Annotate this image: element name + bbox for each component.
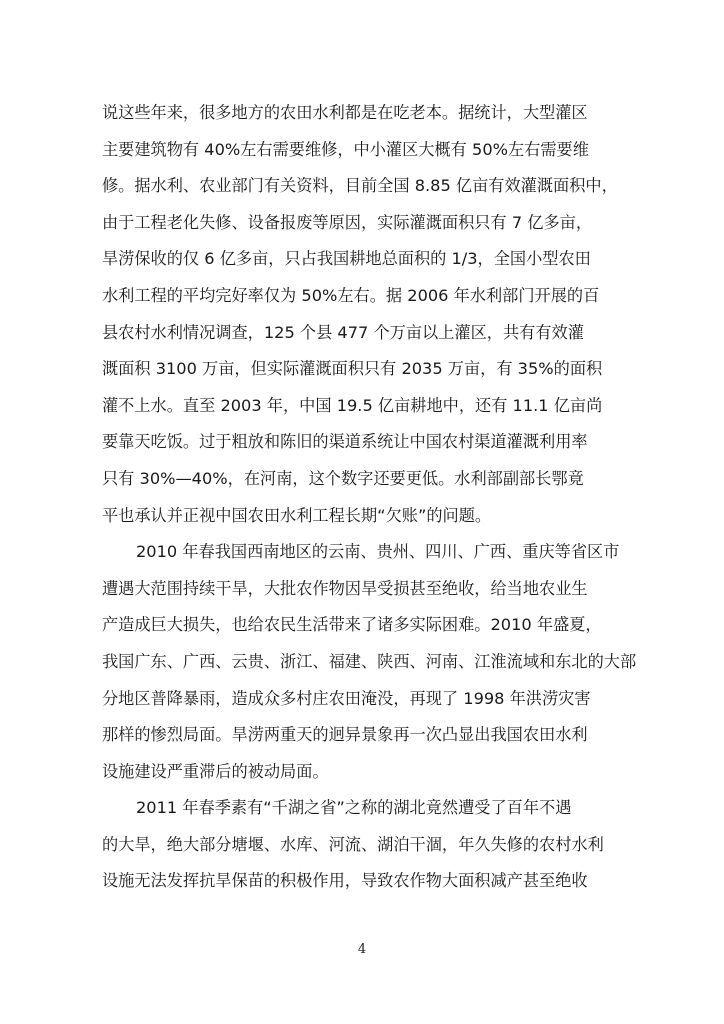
text-line: 修。据水利、农业部门有关资料，目前全国 8.85 亿亩有效灌溉面积中， (102, 176, 618, 196)
text-line: 只有 30%—40%，在河南，这个数字还要更低。水利部副部长鄂竟 (102, 468, 584, 488)
paragraph-first-line: 2010 年春我国西南地区的云南、贵州、四川、广西、重庆等省区市 (136, 542, 620, 562)
text-line: 说这些年来，很多地方的农田水利都是在吃老本。据统计，大型灌区 (102, 103, 588, 122)
text-line: 溉面积 3100 万亩，但实际灌溉面积只有 2035 万亩，有 35%的面积 (102, 359, 603, 379)
text-line: 设施无法发挥抗旱保苗的积极作用，导致农作物大面积减产甚至绝收 (102, 871, 588, 891)
text-line: 旱涝保收的仅 6 亿多亩，只占我国耕地总面积的 1/3，全国小型农田 (102, 249, 591, 269)
text-line: 由于工程老化失修、设备报废等原因，实际灌溉面积只有 7 亿多亩， (102, 212, 593, 232)
text-line: 灌不上水。直至 2003 年，中国 19.5 亿亩耕地中，还有 11.1 亿亩尚 (102, 395, 603, 415)
text-line: 产造成巨大损失，也给农民生活带来了诸多实际困难。2010 年盛夏， (102, 615, 602, 635)
text-line: 要靠天吃饭。过于粗放和陈旧的渠道系统让中国农村渠道灌溉利用率 (102, 432, 588, 452)
text-line: 遭遇大范围持续干旱，大批农作物因旱受损甚至绝收，给当地农业生 (102, 578, 588, 598)
text-line: 县农村水利情况调查，125 个县 477 个万亩以上灌区，共有有效灌 (102, 322, 584, 342)
text-line: 设施建设严重滞后的被动局面。 (102, 761, 329, 781)
text-line: 主要建筑物有 40%左右需要维修，中小灌区大概有 50%左右需要维 (102, 139, 589, 159)
body-text (102, 95, 642, 900)
paragraph-first-line: 2011 年春季素有“千湖之省”之称的湖北竟然遭受了百年不遇 (136, 798, 572, 818)
page-number: 4 (357, 942, 367, 957)
text-line: 那样的惨烈局面。旱涝两重天的迥异景象再一次凸显出我国农田水利 (102, 725, 588, 745)
text-line: 平也承认并正视中国农田水利工程长期“欠账”的问题。 (102, 505, 492, 525)
text-line: 的大旱，绝大部分塘堰、水库、河流、湖泊干涸，年久失修的农村水利 (102, 834, 604, 854)
text-line: 分地区普降暴雨，造成众多村庄农田淹没，再现了 1998 年洪涝灾害 (102, 688, 591, 708)
text-line: 我国广东、广西、云贵、浙江、福建、陕西、河南、江淮流域和东北的大部 (102, 651, 637, 671)
text-line: 水利工程的平均完好率仅为 50%左右。据 2006 年水利部门开展的百 (102, 285, 600, 305)
